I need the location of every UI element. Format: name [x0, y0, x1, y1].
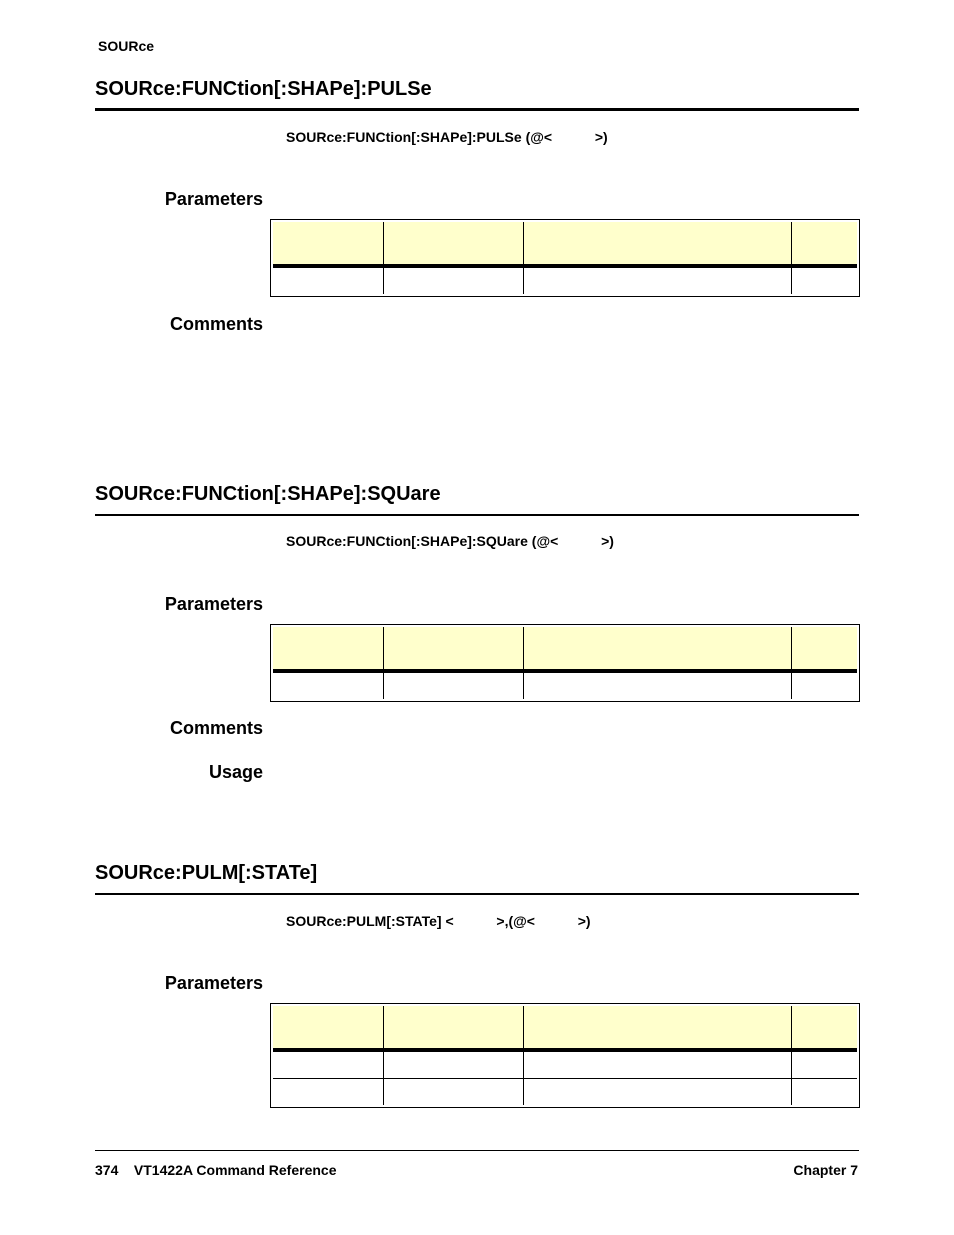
parameters-table-pulse	[270, 219, 860, 297]
section-rule	[95, 514, 859, 516]
usage-label: Usage	[208, 762, 263, 782]
parameters-label: Parameters	[164, 594, 263, 614]
syntax-pulm: SOURce:PULM[:STATe] < >,(@< >)	[286, 913, 591, 929]
section-title-square: SOURce:FUNCtion[:SHAPe]:SQUare	[95, 483, 441, 505]
footer-left	[95, 1162, 336, 1178]
parameters-label: Parameters	[164, 189, 263, 209]
footer-rule	[95, 1150, 859, 1151]
running-head: SOURce	[98, 38, 155, 54]
parameters-label: Parameters	[164, 973, 263, 993]
section-title-pulse: SOURce:FUNCtion[:SHAPe]:PULSe	[95, 78, 432, 100]
syntax-pulse: SOURce:FUNCtion[:SHAPe]:PULSe (@< >)	[286, 129, 608, 145]
page-number: 374	[95, 1162, 119, 1178]
comments-label: Comments	[169, 718, 263, 738]
section-rule	[95, 893, 859, 895]
parameters-table-square	[270, 624, 860, 702]
comments-label: Comments	[169, 314, 263, 334]
parameters-table-pulm	[270, 1003, 860, 1108]
chapter-label: Chapter 7	[793, 1162, 858, 1178]
section-title-pulm: SOURce:PULM[:STATe]	[95, 862, 318, 884]
syntax-square: SOURce:FUNCtion[:SHAPe]:SQUare (@< >)	[286, 533, 614, 549]
section-rule	[95, 108, 859, 111]
doc-title: VT1422A Command Reference	[133, 1162, 337, 1178]
